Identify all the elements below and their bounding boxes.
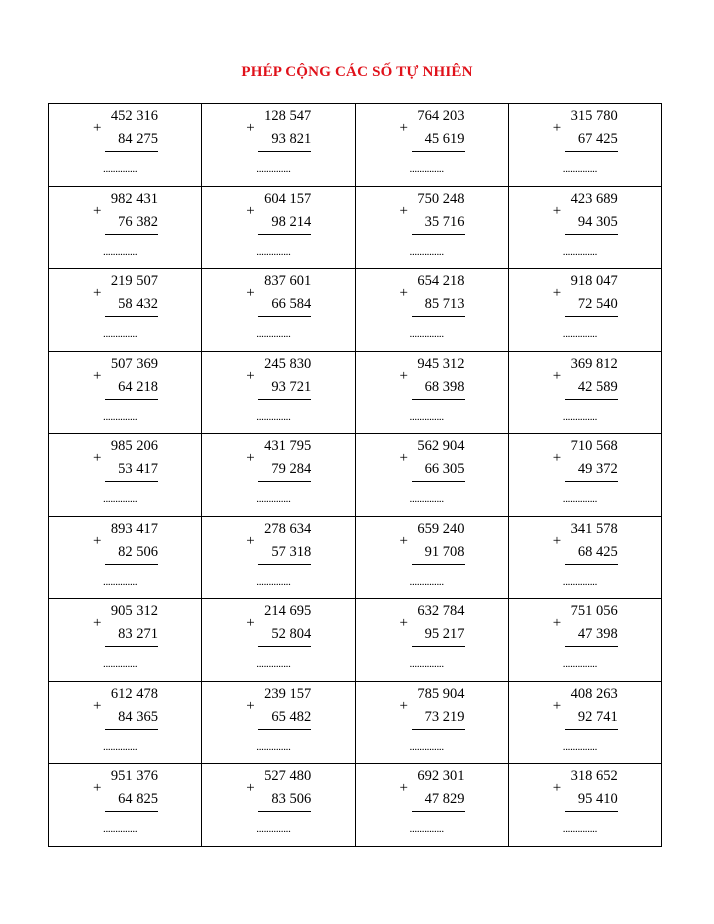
first-addend: 905 312 [110,603,158,620]
addition-problem [93,356,173,430]
sum-line [565,646,618,647]
addition-problem [246,768,326,842]
problem-cell [356,269,509,352]
problem-cell [356,682,509,765]
sum-line [565,481,618,482]
addition-problem [553,768,633,842]
problem-cell [49,187,202,270]
problem-cell [202,187,355,270]
addition-problem [400,438,480,512]
problem-cell [509,764,662,847]
problem-cell [49,104,202,187]
problem-cell [202,682,355,765]
sum-line [258,151,311,152]
first-addend: 750 248 [417,190,465,207]
addition-problem [93,273,173,347]
addition-problem [93,108,173,182]
plus-sign: + [246,697,255,714]
first-addend: 604 157 [264,190,312,207]
first-addend: 918 047 [570,273,618,290]
sum-line [412,151,465,152]
sum-line [412,564,465,565]
sum-line [105,481,158,482]
answer-blank[interactable]: .............. [562,493,598,506]
first-addend: 423 689 [570,190,618,207]
second-addend: 83 506 [271,791,312,808]
first-addend: 985 206 [110,438,158,455]
plus-sign: + [93,120,102,136]
first-addend: 214 695 [264,603,312,620]
second-addend: 64 218 [118,378,158,395]
answer-blank[interactable]: .............. [256,823,291,836]
sum-line [565,729,618,730]
plus-sign: + [552,697,562,714]
answer-blank[interactable]: .............. [103,163,138,175]
first-addend: 369 812 [570,355,618,372]
answer-blank[interactable]: .............. [409,575,444,588]
sum-line [412,811,465,812]
first-addend: 245 830 [264,355,312,372]
second-addend: 52 804 [271,626,312,643]
second-addend: 65 482 [271,708,312,725]
sum-line [105,399,158,400]
plus-sign: + [93,780,102,797]
problem-cell [202,434,355,517]
addition-problem [400,108,480,182]
second-addend: 42 589 [577,378,618,395]
answer-blank[interactable]: .............. [256,328,291,341]
plus-sign: + [93,615,102,632]
second-addend: 95 217 [424,626,465,643]
addition-problem [93,438,173,512]
plus-sign: + [552,450,562,467]
first-addend: 982 431 [110,190,158,207]
sum-line [412,234,465,235]
plus-sign: + [399,532,408,549]
addition-problem [246,521,326,595]
answer-blank[interactable]: .............. [562,410,598,423]
first-addend: 527 480 [264,768,312,785]
addition-problem [93,686,173,760]
problem-cell [509,682,662,765]
problem-cell [509,187,662,270]
sum-line [565,316,618,317]
plus-sign: + [246,780,255,797]
plus-sign: + [552,615,562,632]
answer-blank[interactable]: .............. [103,740,138,753]
answer-blank[interactable]: .............. [409,163,444,175]
sum-line [412,646,465,647]
second-addend: 66 584 [271,296,312,313]
sum-line [258,481,311,482]
second-addend: 82 506 [118,543,158,560]
second-addend: 64 825 [118,791,158,808]
plus-sign: + [552,285,562,302]
problem-cell [202,104,355,187]
addition-problem [93,521,173,595]
addition-problem [400,603,480,677]
plus-sign: + [93,367,102,384]
answer-blank[interactable]: .............. [103,245,138,258]
answer-blank[interactable]: .............. [562,163,598,175]
second-addend: 73 219 [424,708,465,725]
answer-blank[interactable]: .............. [409,740,444,753]
plus-sign: + [246,202,255,219]
first-addend: 507 369 [110,355,158,372]
sum-line [105,316,158,317]
answer-blank[interactable]: .............. [409,410,444,423]
problem-cell [509,352,662,435]
second-addend: 47 398 [577,626,618,643]
addition-problem [553,191,633,265]
problem-cell [509,517,662,600]
addition-problem [93,603,173,677]
first-addend: 315 780 [570,108,618,124]
answer-blank[interactable]: .............. [409,658,444,671]
second-addend: 67 425 [577,131,618,147]
plus-sign: + [552,202,562,219]
second-addend: 76 382 [118,213,158,230]
addition-problem [93,768,173,842]
first-addend: 692 301 [417,768,465,785]
first-addend: 764 203 [417,108,465,124]
first-addend: 562 904 [417,438,465,455]
second-addend: 92 741 [577,708,618,725]
sum-line [258,729,311,730]
sum-line [565,564,618,565]
second-addend: 93 821 [271,131,312,147]
addition-problem [553,108,633,182]
plus-sign: + [93,450,102,467]
second-addend: 35 716 [424,213,465,230]
problem-cell [202,599,355,682]
first-addend: 785 904 [417,685,465,702]
problem-cell [202,517,355,600]
addition-problem [553,521,633,595]
first-addend: 408 263 [570,685,618,702]
plus-sign: + [552,367,562,384]
answer-blank[interactable]: .............. [562,245,598,258]
first-addend: 659 240 [417,520,465,537]
first-addend: 710 568 [570,438,618,455]
plus-sign: + [399,367,408,384]
second-addend: 84 365 [118,708,158,725]
first-addend: 318 652 [570,768,618,785]
first-addend: 893 417 [110,520,158,537]
problem-cell [49,269,202,352]
answer-blank[interactable]: .............. [562,328,598,341]
problem-cell [509,434,662,517]
plus-sign: + [552,780,562,797]
answer-blank[interactable]: .............. [409,245,444,258]
sum-line [258,399,311,400]
problem-cell [202,764,355,847]
answer-blank[interactable]: .............. [103,328,138,341]
sum-line [105,646,158,647]
plus-sign: + [246,615,255,632]
answer-blank[interactable]: .............. [256,658,291,671]
worksheet-title: PHÉP CỘNG CÁC SỐ TỰ NHIÊN [241,64,473,80]
problem-cell [49,599,202,682]
sum-line [258,811,311,812]
plus-sign: + [399,615,408,632]
addition-problem [553,603,633,677]
second-addend: 53 417 [118,461,158,478]
problem-cell [49,517,202,600]
second-addend: 47 829 [424,791,465,808]
first-addend: 341 578 [570,520,618,537]
sum-line [105,151,158,152]
answer-blank[interactable]: .............. [256,410,291,423]
sum-line [105,811,158,812]
addition-problem [553,273,633,347]
second-addend: 83 271 [118,626,158,643]
answer-blank[interactable]: .............. [409,493,444,506]
answer-blank[interactable]: .............. [256,245,291,258]
answer-blank[interactable]: .............. [409,823,444,836]
addition-problem [246,686,326,760]
answer-blank[interactable]: .............. [103,410,138,423]
plus-sign: + [93,697,102,714]
first-addend: 612 478 [110,685,158,702]
addition-problem [400,191,480,265]
second-addend: 66 305 [424,461,465,478]
plus-sign: + [246,450,255,467]
addition-problem [553,438,633,512]
sum-line [105,729,158,730]
addition-problem [93,191,173,265]
first-addend: 219 507 [110,273,158,290]
addition-problem [246,438,326,512]
second-addend: 85 713 [424,296,465,313]
sum-line [258,234,311,235]
sum-line [412,481,465,482]
answer-blank[interactable]: .............. [103,823,138,836]
sum-line [565,151,618,152]
sum-line [565,234,618,235]
first-addend: 431 795 [264,438,312,455]
problem-cell [356,764,509,847]
first-addend: 654 218 [417,273,465,290]
addition-problem [553,686,633,760]
plus-sign: + [552,532,562,549]
problem-cell [356,352,509,435]
problem-cell [356,187,509,270]
problem-cell [356,104,509,187]
problem-cell [202,269,355,352]
answer-blank[interactable]: .............. [409,328,444,341]
sum-line [258,646,311,647]
second-addend: 57 318 [271,543,312,560]
answer-blank[interactable]: .............. [562,740,598,753]
sum-line [412,729,465,730]
answer-blank[interactable]: .............. [256,493,291,506]
addition-problem [400,768,480,842]
second-addend: 79 284 [271,461,312,478]
second-addend: 58 432 [118,296,158,313]
second-addend: 68 398 [424,378,465,395]
plus-sign: + [246,532,255,549]
answer-blank[interactable]: .............. [256,163,291,175]
answer-blank[interactable]: .............. [562,823,598,836]
addition-problem [246,191,326,265]
answer-blank[interactable]: .............. [103,575,138,588]
plus-sign: + [93,202,102,219]
plus-sign: + [399,285,408,302]
second-addend: 95 410 [577,791,618,808]
addition-problem [553,356,633,430]
second-addend: 98 214 [271,213,312,230]
first-addend: 452 316 [110,108,158,124]
sum-line [258,564,311,565]
problem-cell [49,352,202,435]
sum-line [105,564,158,565]
first-addend: 278 634 [264,520,312,537]
first-addend: 239 157 [264,685,312,702]
plus-sign: + [399,780,408,797]
answer-blank[interactable]: .............. [562,575,598,588]
answer-blank[interactable]: .............. [256,740,291,753]
plus-sign: + [399,120,408,136]
second-addend: 94 305 [577,213,618,230]
problem-cell [509,104,662,187]
addition-problem [246,603,326,677]
second-addend: 84 275 [118,131,158,147]
addition-problem [400,686,480,760]
problem-cell [49,434,202,517]
plus-sign: + [246,120,255,136]
second-addend: 72 540 [577,296,618,313]
plus-sign: + [246,367,255,384]
problem-cell [356,599,509,682]
answer-blank[interactable]: .............. [256,575,291,588]
sum-line [412,316,465,317]
second-addend: 68 425 [577,543,618,560]
addition-problem [246,273,326,347]
addition-problem [400,521,480,595]
plus-sign: + [399,202,408,219]
first-addend: 751 056 [570,603,618,620]
sum-line [412,399,465,400]
plus-sign: + [246,285,255,302]
sum-line [105,234,158,235]
first-addend: 951 376 [110,768,158,785]
problem-cell [49,764,202,847]
addition-problem [400,356,480,430]
problem-cell [202,352,355,435]
plus-sign: + [399,697,408,714]
addition-problem [400,273,480,347]
plus-sign: + [399,450,408,467]
plus-sign: + [552,120,562,136]
addition-problem [246,356,326,430]
second-addend: 93 721 [271,378,312,395]
second-addend: 49 372 [577,461,618,478]
sum-line [258,316,311,317]
answer-blank[interactable]: .............. [103,658,138,671]
problem-cell [509,599,662,682]
first-addend: 945 312 [417,355,465,372]
problem-cell [356,517,509,600]
problem-grid [48,103,662,847]
problem-cell [509,269,662,352]
answer-blank[interactable]: .............. [562,658,598,671]
sum-line [565,399,618,400]
first-addend: 632 784 [417,603,465,620]
second-addend: 91 708 [424,543,465,560]
plus-sign: + [93,532,102,549]
answer-blank[interactable]: .............. [103,493,138,506]
plus-sign: + [93,285,102,302]
problem-cell [356,434,509,517]
sum-line [565,811,618,812]
second-addend: 45 619 [424,131,465,147]
first-addend: 837 601 [264,273,312,290]
addition-problem [246,108,326,182]
problem-cell [49,682,202,765]
first-addend: 128 547 [264,108,312,124]
